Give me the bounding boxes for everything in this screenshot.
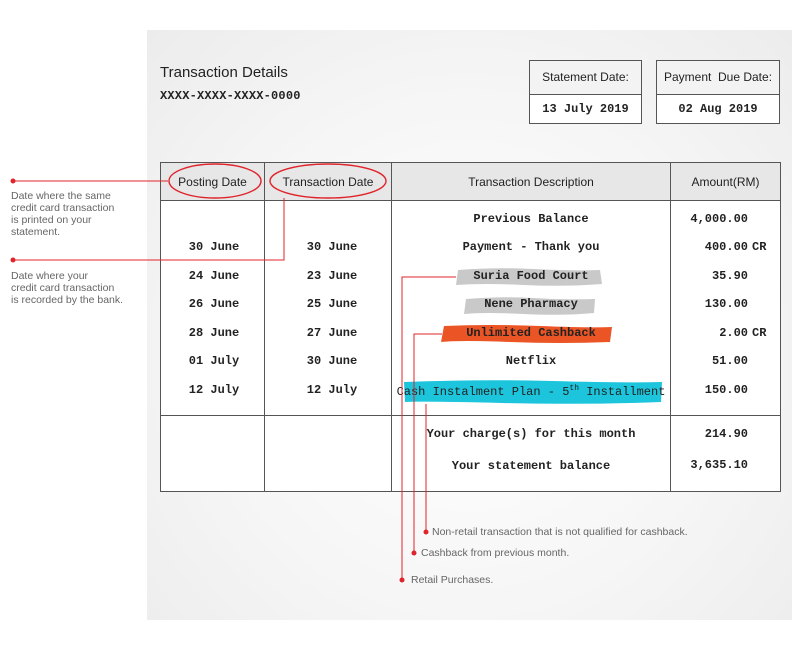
- description-main: Cash Instalment Plan - 5: [396, 385, 570, 399]
- summary-amount: 214.90: [704, 427, 748, 441]
- description-cell: Unlimited Cashback: [466, 326, 596, 340]
- description-cell: Suria Food Court: [473, 269, 589, 283]
- amount-cell: 2.00: [719, 326, 748, 340]
- description-previous-balance: Previous Balance: [473, 212, 589, 226]
- summary-label: Your charge(s) for this month: [426, 427, 636, 441]
- posting-date-cell: 24 June: [188, 269, 240, 283]
- statement-date-label: Statement Date:: [530, 61, 641, 95]
- cashback-note: Cashback from previous month.: [421, 547, 570, 559]
- transaction-date-cell: 30 June: [306, 354, 358, 368]
- card-number: XXXX-XXXX-XXXX-0000: [160, 89, 301, 103]
- header-transaction-date: Transaction Date: [282, 175, 374, 189]
- credit-indicator: CR: [752, 240, 767, 254]
- amount-previous-balance: 4,000.00: [690, 212, 748, 226]
- amount-cell: 35.90: [711, 269, 748, 283]
- description-superscript: th: [569, 384, 579, 393]
- column-divider: [264, 163, 265, 491]
- description-cell: Netflix: [505, 354, 557, 368]
- amount-cell: 150.00: [704, 383, 748, 397]
- header-amount: Amount(RM): [691, 175, 760, 189]
- transaction-date-cell: 23 June: [306, 269, 358, 283]
- description-end: Installment: [579, 385, 666, 399]
- posting-date-dot: [11, 179, 16, 184]
- column-divider: [670, 163, 671, 491]
- due-date-label: Payment Due Date:: [657, 61, 779, 95]
- transaction-date-dot: [11, 258, 16, 263]
- statement-date-value: 13 July 2019: [542, 102, 629, 116]
- amount-cell: 51.00: [711, 354, 748, 368]
- posting-date-cell: 12 July: [188, 383, 240, 397]
- due-date-box: [656, 60, 780, 124]
- posting-date-cell: 30 June: [188, 240, 240, 254]
- description-cell: Nene Pharmacy: [484, 297, 578, 311]
- transaction-date-cell: 27 June: [306, 326, 358, 340]
- credit-indicator: CR: [752, 326, 767, 340]
- description-cell: [392, 385, 670, 399]
- due-date-value: 02 Aug 2019: [678, 102, 758, 116]
- summary-amount: 3,635.10: [690, 458, 748, 472]
- non-retail-note: Non-retail transaction that is not qualified for cashback.: [432, 526, 688, 538]
- retail-note: Retail Purchases.: [411, 574, 494, 586]
- summary-divider: [161, 415, 780, 416]
- description-cell: Payment - Thank you: [462, 240, 600, 254]
- transaction-date-cell: 30 June: [306, 240, 358, 254]
- header-transaction-description: Transaction Description: [468, 175, 594, 189]
- transaction-date-cell: 12 July: [306, 383, 358, 397]
- transaction-date-cell: 25 June: [306, 297, 358, 311]
- posting-date-cell: 01 July: [188, 354, 240, 368]
- posting-date-cell: 28 June: [188, 326, 240, 340]
- posting-date-cell: 26 June: [188, 297, 240, 311]
- page-title: Transaction Details: [160, 64, 288, 81]
- summary-label: Your statement balance: [451, 459, 611, 473]
- amount-cell: 130.00: [704, 297, 748, 311]
- amount-cell: 400.00: [704, 240, 748, 254]
- statement-date-box: [529, 60, 642, 124]
- posting-date-note: Date where the same credit card transaction is printed on your statement.: [11, 190, 115, 238]
- header-posting-date: Posting Date: [178, 175, 247, 189]
- transaction-date-note: Date where your credit card transaction is recorded by the bank.: [11, 270, 124, 306]
